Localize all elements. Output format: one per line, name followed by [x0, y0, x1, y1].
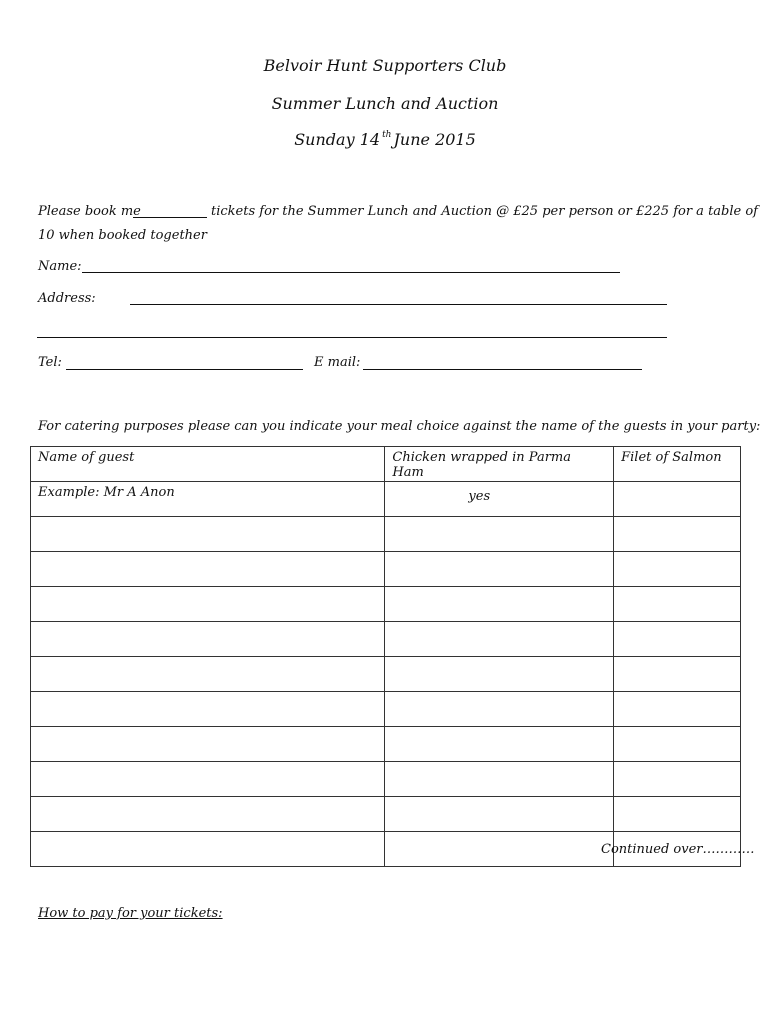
date-month-year: June 2015 — [393, 130, 476, 149]
guest-name-cell[interactable] — [31, 587, 385, 622]
salmon-cell[interactable] — [614, 727, 741, 762]
chicken-cell[interactable] — [385, 832, 614, 867]
guest-name-cell[interactable] — [31, 622, 385, 657]
salmon-cell[interactable] — [614, 657, 741, 692]
salmon-cell[interactable] — [614, 797, 741, 832]
tel-label: Tel: — [38, 355, 62, 370]
event-title: Summer Lunch and Auction — [271, 94, 499, 113]
chicken-cell[interactable] — [385, 657, 614, 692]
address-field-line1[interactable] — [130, 304, 667, 305]
email-label: E mail: — [314, 355, 361, 370]
guest-name-cell[interactable] — [31, 727, 385, 762]
table-row — [31, 762, 741, 797]
salmon-cell[interactable] — [614, 517, 741, 552]
table-row — [31, 692, 741, 727]
salmon-cell[interactable] — [614, 762, 741, 797]
how-to-pay-heading: How to pay for your tickets: — [38, 906, 223, 921]
table-row — [31, 622, 741, 657]
guest-name-cell[interactable] — [31, 797, 385, 832]
event-date — [0, 130, 770, 149]
chicken-cell[interactable] — [385, 552, 614, 587]
header-chicken: Chicken wrapped in Parma Ham — [385, 447, 614, 482]
chicken-cell[interactable] — [385, 587, 614, 622]
tel-field[interactable] — [66, 369, 303, 370]
guest-name-cell[interactable] — [31, 832, 385, 867]
chicken-cell[interactable] — [385, 692, 614, 727]
booking-text-before: Please book me — [38, 204, 141, 219]
date-ordinal: th — [382, 130, 392, 140]
table-row — [31, 727, 741, 762]
address-label: Address: — [38, 291, 96, 306]
date-day: Sunday 14 — [294, 130, 381, 149]
chicken-cell[interactable] — [385, 797, 614, 832]
salmon-cell[interactable] — [614, 552, 741, 587]
ticket-count-field[interactable] — [133, 217, 207, 218]
address-field-line2[interactable] — [37, 337, 667, 338]
booking-text-line2: 10 when booked together — [38, 228, 207, 243]
continued-over-note: Continued over………… — [601, 842, 755, 857]
guest-name-cell[interactable] — [31, 657, 385, 692]
chicken-cell[interactable] — [385, 727, 614, 762]
chicken-cell[interactable] — [385, 622, 614, 657]
chicken-cell[interactable] — [385, 517, 614, 552]
guest-name-cell[interactable] — [31, 552, 385, 587]
example-chicken-choice: yes — [468, 489, 491, 504]
chicken-cell[interactable] — [385, 762, 614, 797]
table-row — [31, 552, 741, 587]
guest-name-cell[interactable] — [31, 517, 385, 552]
salmon-cell[interactable] — [614, 587, 741, 622]
salmon-cell[interactable] — [614, 692, 741, 727]
club-title: Belvoir Hunt Supporters Club — [263, 56, 507, 75]
table-row-example — [31, 482, 741, 517]
catering-intro: For catering purposes please can you indicate your meal choice against the name of the guests in your party: — [38, 419, 761, 434]
table-row — [31, 587, 741, 622]
salmon-cell[interactable] — [614, 622, 741, 657]
table-row — [31, 797, 741, 832]
booking-text-after: tickets for the Summer Lunch and Auction @ £25 per person or £225 for a table of — [211, 204, 758, 219]
example-chicken-cell[interactable] — [385, 482, 614, 517]
name-field[interactable] — [82, 272, 620, 273]
table-header-row — [31, 447, 741, 482]
table-row — [31, 657, 741, 692]
name-label: Name: — [38, 259, 82, 274]
header-guest-name: Name of guest — [31, 447, 385, 482]
example-guest-name: Example: Mr A Anon — [31, 482, 385, 517]
header-salmon: Filet of Salmon — [614, 447, 741, 482]
guest-name-cell[interactable] — [31, 762, 385, 797]
email-field[interactable] — [363, 369, 642, 370]
guest-meal-table — [30, 446, 741, 867]
example-salmon-cell[interactable] — [614, 482, 741, 517]
guest-name-cell[interactable] — [31, 692, 385, 727]
table-row — [31, 517, 741, 552]
